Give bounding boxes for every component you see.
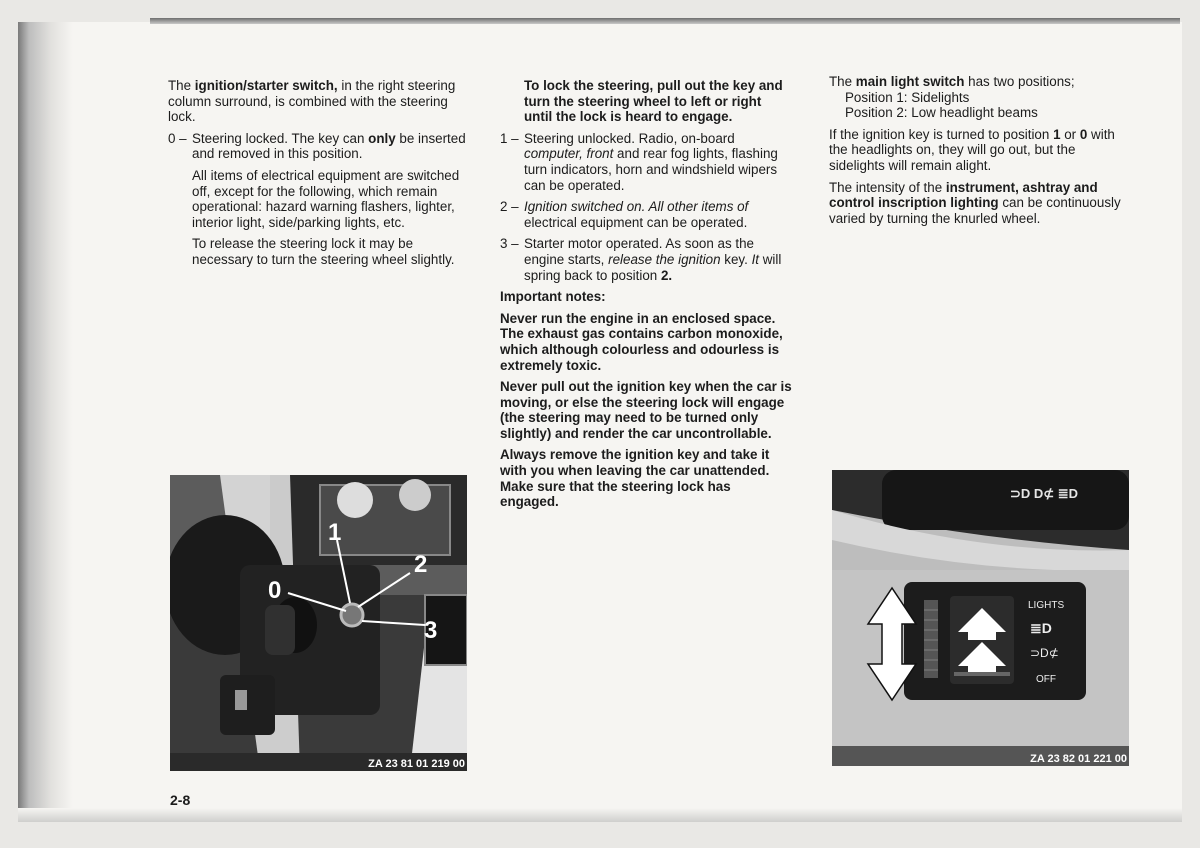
note-key-while-moving: Never pull out the ignition key when the car is moving, or else the steering lock will engage (the steering may need to be turned only slightly) and render the car uncontrollable. <box>500 379 792 441</box>
equipment-paragraph: All items of electrical equipment are switched off, except for the following, which remain operational: hazard warning flashers, lighter, interior light, side/parking lights, etc. <box>192 167 460 230</box>
position-1-item: 1 – Steering unlocked. Radio, on-board computer, front and rear fog lights, flashing turn indicators, horn and windshield wipers can be operated. <box>500 130 778 193</box>
intro-paragraph: The ignition/starter switch, in the right steering column surround, is combined with the steering lock. <box>168 78 456 125</box>
ignition-switch-photo <box>170 475 467 771</box>
notes-heading: Important notes: <box>500 289 606 305</box>
position-0-item: 0 – Steering locked. The key can only be inserted and removed in this position. <box>168 130 466 162</box>
note-enclosed-space: Never run the engine in an enclosed space. The exhaust gas contains carbon monoxide, which although colourless and odourless is extremely toxic. <box>500 310 783 373</box>
label-position-3: 3 <box>424 617 438 644</box>
column-ignition-switch <box>168 78 468 274</box>
intensity-paragraph: The intensity of the instrument, ashtray and control inscription lighting can be continuously varied by turning the knurled wheel. <box>829 179 1121 226</box>
main-light-paragraph: The main light switch has two positions; Position 1: Sidelights Position 2: Low headlight beams <box>829 74 1075 121</box>
switch-label-lights: LIGHTS <box>1028 600 1065 611</box>
note-remove-key: Always remove the ignition key and take it with you when leaving the car unattended. Make sure that the steering lock has engaged. <box>500 447 770 510</box>
photo-caption: ZA 23 81 01 219 00 <box>368 758 465 770</box>
page-bottom-edge <box>18 808 1182 822</box>
page-number: 2-8 <box>170 792 191 808</box>
column-steering-lock <box>500 78 792 516</box>
switch-label-sidelights: ⊃D⊄ <box>1030 646 1059 660</box>
book-spine-shadow <box>18 22 73 822</box>
page-top-edge <box>150 18 1180 24</box>
photo-caption: ZA 23 82 01 221 00 <box>1030 753 1127 765</box>
switch-label-low-beam: ≣D <box>1030 620 1052 636</box>
label-position-2: 2 <box>414 551 428 578</box>
position-3-item: 3 – Starter motor operated. As soon as the engine starts, release the ignition key. It will spring back to position 2. <box>500 236 782 283</box>
switch-label-off: OFF <box>1036 674 1056 685</box>
label-position-1: 1 <box>328 519 342 546</box>
ignition-key-paragraph: If the ignition key is turned to position 1 or 0 with the headlights on, they will go out, but the sidelights will remain alight. <box>829 126 1115 173</box>
dash-symbols: ⊃D D⊄ ≣D <box>1010 486 1079 501</box>
light-switch-photo <box>832 470 1129 766</box>
column-light-switch <box>829 74 1129 232</box>
label-position-0: 0 <box>268 577 282 604</box>
position-2-item: 2 – Ignition switched on. All other items of electrical equipment can be operated. <box>500 199 749 230</box>
release-paragraph: To release the steering lock it may be necessary to turn the steering wheel slightly. <box>192 236 455 267</box>
lock-heading: To lock the steering, pull out the key and turn the steering wheel to left or right until the lock is heard to engage. <box>524 78 783 125</box>
